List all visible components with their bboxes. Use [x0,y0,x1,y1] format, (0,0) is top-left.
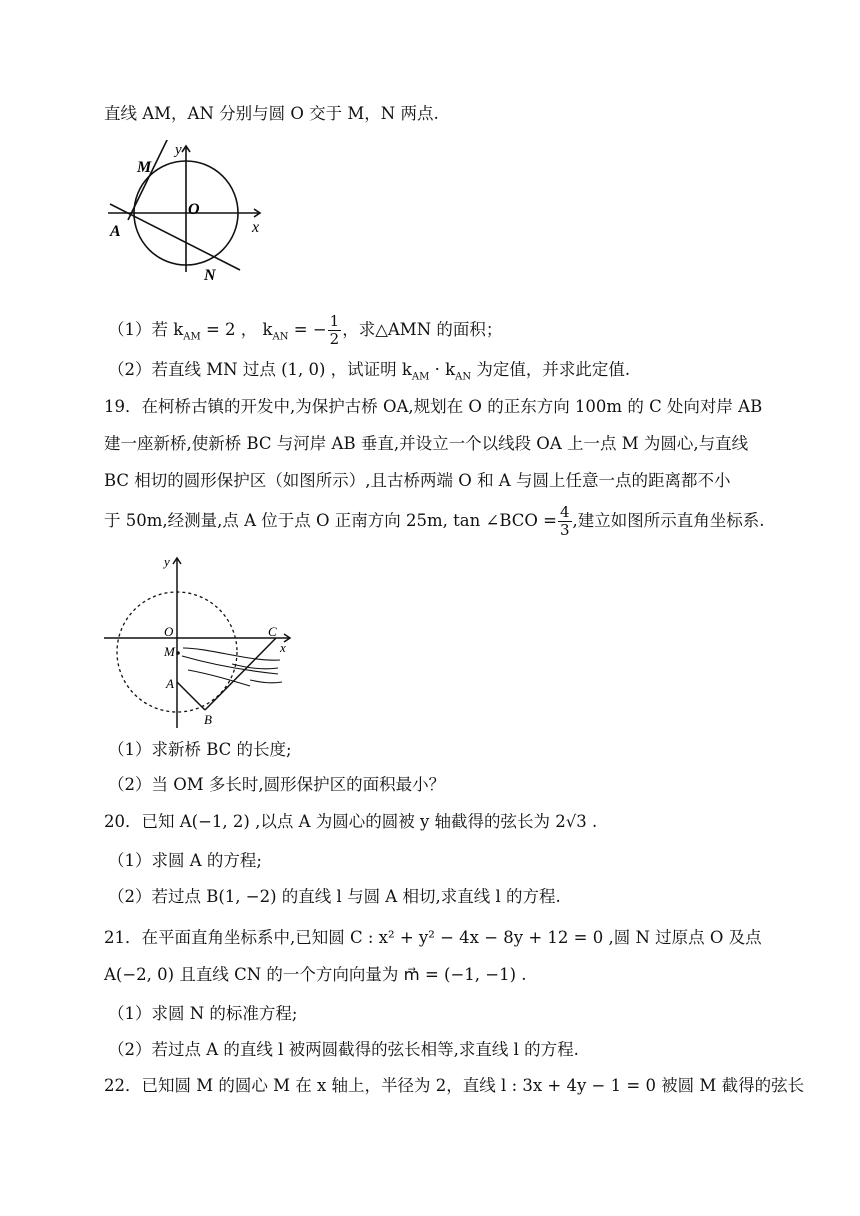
q21-line1: 21．在平面直角坐标系中,已知圆 C : x² + y² − 4x − 8y + 12 = 0 ,圆 N 过原点 O 及点 [104,928,762,947]
q18-part2: （2）若直线 MN 过点 (1, 0) ，试证明 $k_{AM} \cdot k_{AN}$ 为定值，并求此定值. [108,360,631,383]
q19-part1: （1）求新桥 BC 的长度; [108,740,292,759]
fig2-label-m: M [164,644,175,659]
fig2-label-a: A [166,676,174,691]
q19-line2: 建一座新桥,使新桥 BC 与河岸 AB 垂直,并设立一个以线段 OA 上一点 M 为圆心,与直线 [104,434,749,453]
q20-stem: 20．已知 A(−1, 2) ,以点 A 为圆心的圆被 y 轴截得的弦长为 2√3 . [104,812,598,831]
fig1-label-n: N [204,267,216,284]
figure-bridge-circle [100,552,300,732]
fig1-label-y: y [175,142,182,158]
fig2-label-x: x [280,640,286,655]
q21-line2: A(−2, 0) 且直线 CN 的一个方向向量为 m⃗ = (−1, −1) . [104,965,527,984]
fig2-label-b: B [204,712,212,727]
fig1-label-m: M [137,159,152,176]
fig1-label-a: A [110,223,121,240]
q21-part2: （2）若过点 A 的直线 l 被两圆截得的弦长相等,求直线 l 的方程. [108,1040,579,1059]
fig2-label-y: y [164,554,170,569]
q22-stem: 22．已知圆 M 的圆心 M 在 x 轴上，半径为 2，直线 l : 3x + 4y − 1 = 0 被圆 M 截得的弦长 [104,1076,805,1095]
q19-line1: 19．在柯桥古镇的开发中,为保护古桥 OA,规划在 O 的正东方向 100m 的 C 处向对岸 AB [104,397,763,416]
q19-part2: （2）当 OM 多长时,圆形保护区的面积最小？ [108,775,446,794]
fig1-label-x: x [252,219,260,236]
figure-circle-lines [104,140,274,290]
fig2-label-c: C [268,624,277,639]
q20-part1: （1）求圆 A 的方程; [108,851,262,870]
q20-part2: （2）若过点 B(1, −2) 的直线 l 与圆 A 相切,求直线 l 的方程. [108,887,561,906]
q18-part1: （1）若 $k_{AM} = 2$ ， $k_{AN}$ = − $\frac{1}{2}$ ，求△AMN 的面积； [108,312,503,348]
q19-line3: BC 相切的圆形保护区（如图所示）,且古桥两端 O 和 A 与圆上任意一点的距离都不小 [104,471,731,490]
text-line-intersect: 直线 AM，AN 分别与圆 O 交于 M，N 两点. [104,104,439,123]
fig1-label-o: O [188,201,200,218]
q19-line4: 于 50m,经测量,点 A 位于点 O 正南方向 25m, tan ∠BCO = $\frac{4}{3}$ ,建立如图所示直角坐标系. [104,503,765,539]
q21-part1: （1）求圆 N 的标准方程; [108,1004,298,1023]
fig2-label-o: O [164,624,174,639]
